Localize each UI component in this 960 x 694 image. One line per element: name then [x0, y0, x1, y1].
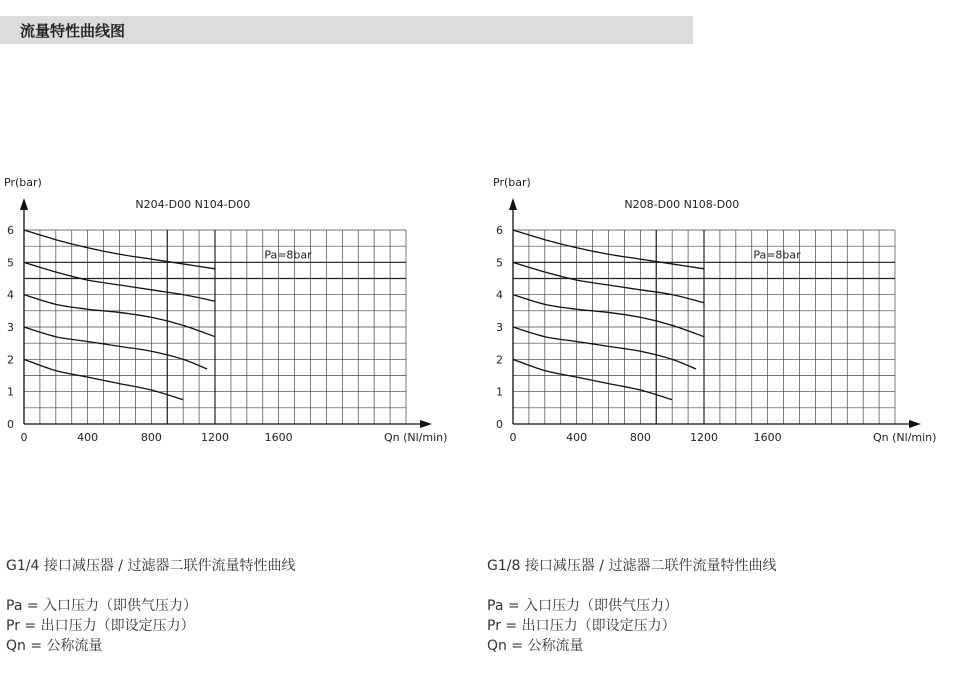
y-tick-label: 2 [7, 353, 14, 367]
pressure-annotation: Pa=8bar [264, 248, 312, 262]
caption-line-pa: Pa = 入口压力（即供气压力） [6, 598, 198, 614]
caption-line-qn: Qn = 公称流量 [487, 638, 584, 654]
caption-title: G1/8 接口减压器 / 过滤器二联件流量特性曲线 [487, 558, 777, 574]
section-header-bar [0, 16, 693, 44]
y-tick-label: 1 [7, 385, 14, 399]
y-tick-label: 2 [496, 353, 503, 367]
x-tick-label: 0 [20, 431, 28, 444]
x-axis-label: Qn (Nl/min) [873, 431, 937, 444]
y-axis-label: Pr(bar) [493, 176, 531, 189]
y-tick-label: 0 [7, 418, 14, 431]
x-tick-label: 400 [566, 431, 588, 444]
caption-block-left [6, 556, 295, 656]
caption-line-pa: Pa = 入口压力（即供气压力） [487, 598, 679, 614]
y-tick-label: 5 [496, 256, 503, 270]
x-axis-arrow-icon [909, 420, 921, 428]
x-tick-label: 400 [77, 431, 99, 444]
x-tick-label: 1200 [201, 431, 229, 444]
series-curve-4 [513, 327, 696, 369]
y-axis-label: Pr(bar) [4, 176, 42, 189]
x-tick-label: 1600 [264, 431, 293, 444]
y-axis-arrow-icon [509, 198, 517, 210]
x-tick-label: 1600 [753, 431, 782, 444]
x-tick-label: 1200 [690, 431, 718, 444]
section-title: 流量特性曲线图 [20, 22, 126, 40]
x-tick-label: 800 [140, 431, 162, 444]
caption-title: G1/4 接口减压器 / 过滤器二联件流量特性曲线 [6, 558, 296, 574]
y-tick-label: 1 [496, 385, 503, 399]
chart-title: N204-D00 N104-D00 [135, 198, 251, 211]
caption-line-pr: Pr = 出口压力（即设定压力） [6, 618, 195, 634]
caption-line-qn: Qn = 公称流量 [6, 638, 103, 654]
y-axis-arrow-icon [20, 198, 28, 210]
flow-chart-g1-8 [489, 170, 959, 460]
y-tick-label: 5 [7, 256, 14, 270]
x-axis-arrow-icon [420, 420, 432, 428]
x-tick-label: 800 [629, 431, 651, 444]
x-tick-label: 0 [509, 431, 517, 444]
x-axis-label: Qn (Nl/min) [384, 431, 448, 444]
y-tick-label: 3 [496, 321, 503, 334]
y-tick-label: 6 [496, 224, 503, 237]
chart-title: N208-D00 N108-D00 [624, 198, 740, 211]
caption-block-right [487, 556, 776, 656]
y-tick-label: 6 [7, 224, 14, 237]
pressure-annotation: Pa=8bar [753, 248, 801, 262]
series-curve-4 [24, 327, 207, 369]
y-tick-label: 3 [7, 321, 14, 334]
caption-line-pr: Pr = 出口压力（即设定压力） [487, 618, 676, 634]
y-tick-label: 4 [496, 288, 503, 302]
y-tick-label: 4 [7, 288, 14, 302]
flow-chart-g1-4 [0, 170, 470, 460]
y-tick-label: 0 [496, 418, 503, 431]
